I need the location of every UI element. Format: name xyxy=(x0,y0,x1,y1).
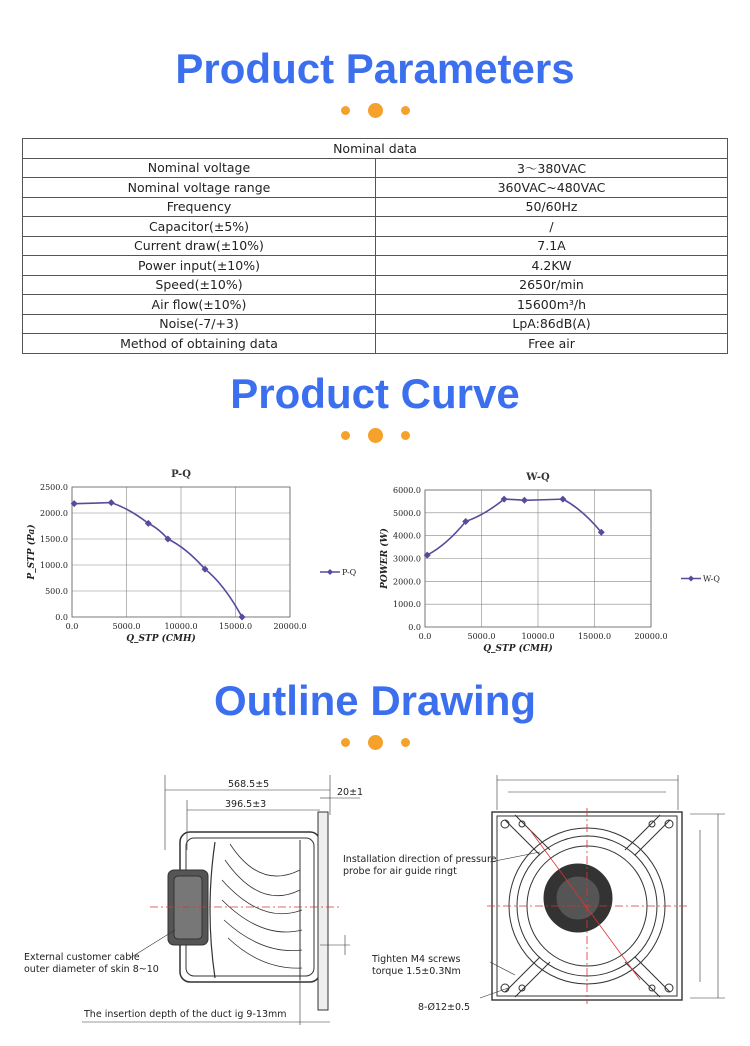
wq-chart xyxy=(365,455,750,660)
y-tick-label: 1000.0 xyxy=(40,561,68,570)
front-view xyxy=(480,775,725,1004)
table-row xyxy=(23,178,728,198)
table-row xyxy=(23,217,728,237)
product-curve-title: Product Curve xyxy=(230,370,520,417)
table-header-row xyxy=(23,139,728,159)
param-value: 4.2KW xyxy=(376,256,728,276)
param-label: Noise(-7/+3) xyxy=(23,314,376,334)
param-value: 7.1A xyxy=(376,236,728,256)
param-label: Frequency xyxy=(23,197,376,217)
note-holes: 8-Ø12±0.5 xyxy=(418,1002,471,1013)
y-tick-label: 500.0 xyxy=(45,587,68,596)
y-tick-label: 1500.0 xyxy=(40,535,68,544)
table-row xyxy=(23,197,728,217)
y-tick-label: 3000.0 xyxy=(393,554,421,564)
divider-dot xyxy=(341,106,350,115)
data-point xyxy=(521,497,528,504)
data-point xyxy=(559,496,566,503)
param-value: 2650r/min xyxy=(376,275,728,295)
y-tick-label: 1000.0 xyxy=(393,600,421,610)
table-row xyxy=(23,295,728,315)
x-tick-label: 0.0 xyxy=(418,632,432,641)
param-value: 15600m³/h xyxy=(376,295,728,315)
table-header: Nominal data xyxy=(23,139,728,159)
param-label: Power input(±10%) xyxy=(23,256,376,276)
divider-dot xyxy=(368,428,383,443)
section-divider-dots xyxy=(0,735,750,750)
x-tick-label: 20000.0 xyxy=(273,622,307,631)
note-probe-line2: probe for air guide ringt xyxy=(343,866,457,877)
param-value: 50/60Hz xyxy=(376,197,728,217)
x-axis-label: Q_STP (CMH) xyxy=(483,644,553,654)
param-label: Speed(±10%) xyxy=(23,275,376,295)
x-tick-label: 5000.0 xyxy=(467,632,496,641)
series-line xyxy=(74,503,242,617)
dim-flange: 20±1 xyxy=(337,787,364,798)
chart-title: W-Q xyxy=(526,472,550,483)
y-tick-label: 0.0 xyxy=(55,613,68,622)
dim-total: 568.5±5 xyxy=(228,779,270,790)
x-axis-label: Q_STP (CMH) xyxy=(126,634,196,644)
series-line xyxy=(427,499,601,555)
y-axis-label: POWER (W) xyxy=(380,528,390,589)
legend-label: W-Q xyxy=(703,574,720,584)
param-value: 360VAC~480VAC xyxy=(376,178,728,198)
divider-dot xyxy=(341,431,350,440)
side-view xyxy=(82,775,360,1025)
x-tick-label: 10000.0 xyxy=(521,632,555,641)
y-tick-label: 5000.0 xyxy=(393,508,421,518)
table-row xyxy=(23,275,728,295)
product-parameters-title: Product Parameters xyxy=(175,45,575,92)
parameters-table xyxy=(22,138,728,354)
param-label: Nominal voltage range xyxy=(23,178,376,198)
dim-inner: 396.5±3 xyxy=(225,799,267,810)
data-point xyxy=(239,614,246,621)
data-point xyxy=(108,499,115,506)
divider-dot xyxy=(368,735,383,750)
y-tick-label: 2500.0 xyxy=(40,483,68,492)
legend-label: P-Q xyxy=(342,568,357,577)
x-tick-label: 10000.0 xyxy=(164,622,198,631)
param-label: Nominal voltage xyxy=(23,158,376,178)
section-divider-dots xyxy=(0,103,750,118)
note-probe-line1: Installation direction of pressure xyxy=(343,854,497,865)
y-tick-label: 0.0 xyxy=(408,623,421,632)
section-divider-dots xyxy=(0,428,750,443)
table-row xyxy=(23,256,728,276)
x-tick-label: 15000.0 xyxy=(218,622,253,631)
table-row xyxy=(23,334,728,354)
note-screws-line1: Tighten M4 screws xyxy=(372,954,461,965)
param-label: Capacitor(±5%) xyxy=(23,217,376,237)
y-tick-label: 2000.0 xyxy=(40,509,68,518)
divider-dot xyxy=(341,738,350,747)
param-label: Method of obtaining data xyxy=(23,334,376,354)
table-row xyxy=(23,158,728,178)
y-tick-label: 4000.0 xyxy=(393,531,421,541)
x-tick-label: 15000.0 xyxy=(577,632,612,641)
legend-marker xyxy=(688,576,694,582)
y-axis-label: P_STP (Pa) xyxy=(27,524,37,580)
outline-drawing xyxy=(0,770,750,1046)
param-value: 3～380VAC xyxy=(376,158,728,178)
divider-dot xyxy=(368,103,383,118)
param-value: Free air xyxy=(376,334,728,354)
y-tick-label: 2000.0 xyxy=(393,577,421,587)
table-row xyxy=(23,314,728,334)
chart-title: P-Q xyxy=(171,469,191,480)
x-tick-label: 0.0 xyxy=(65,622,79,631)
outline-drawing-title: Outline Drawing xyxy=(213,677,536,724)
note-duct: The insertion depth of the duct ig 9-13mm xyxy=(84,1009,287,1020)
divider-dot xyxy=(401,106,410,115)
y-tick-label: 6000.0 xyxy=(393,486,421,495)
divider-dot xyxy=(401,738,410,747)
note-cable-line2: outer diameter of skin 8~10 xyxy=(24,964,159,975)
pq-chart xyxy=(0,455,375,660)
legend-marker xyxy=(327,569,333,575)
param-value: LpA:86dB(A) xyxy=(376,314,728,334)
divider-dot xyxy=(401,431,410,440)
x-tick-label: 20000.0 xyxy=(634,632,668,641)
param-label: Air flow(±10%) xyxy=(23,295,376,315)
note-cable-line1: External customer cable xyxy=(24,952,140,963)
note-screws-line2: torque 1.5±0.3Nm xyxy=(372,966,461,977)
x-tick-label: 5000.0 xyxy=(112,622,141,631)
param-value: / xyxy=(376,217,728,237)
param-label: Current draw(±10%) xyxy=(23,236,376,256)
table-row xyxy=(23,236,728,256)
